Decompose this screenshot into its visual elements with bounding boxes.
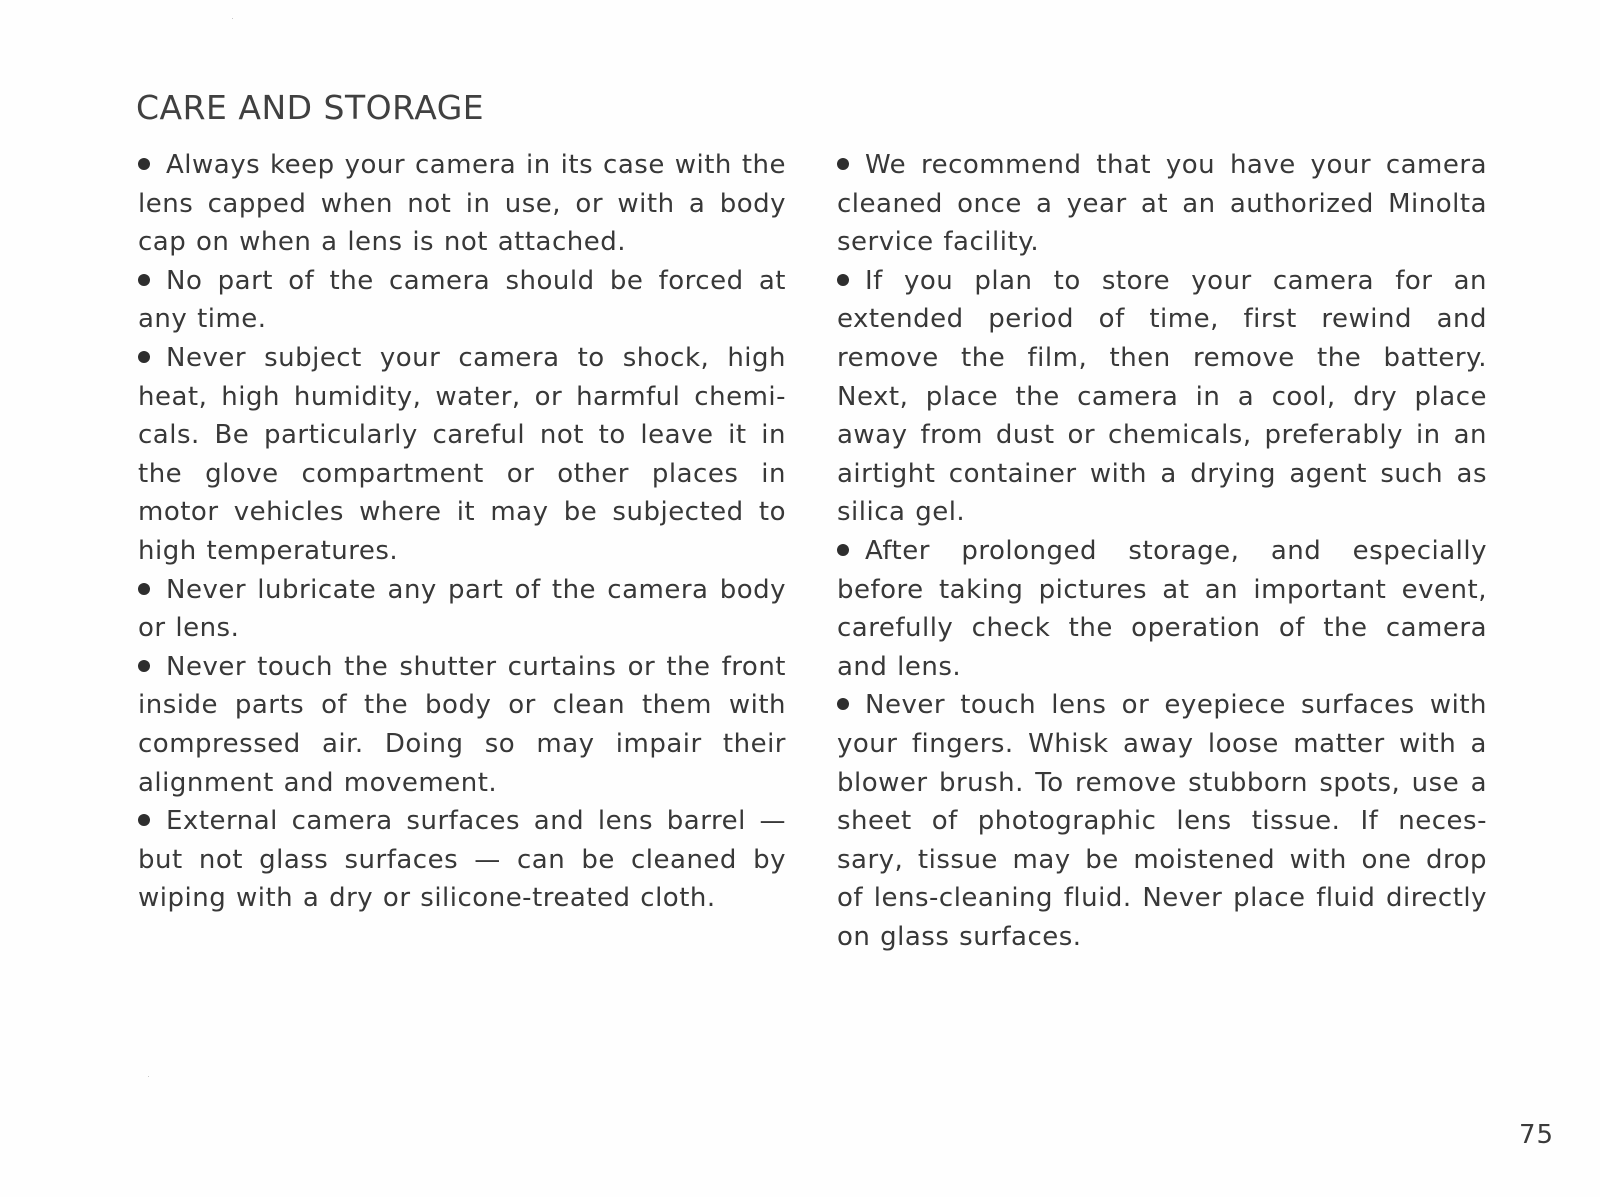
care-item xyxy=(138,146,786,262)
page-title: CARE AND STORAGE xyxy=(136,88,485,127)
care-item xyxy=(138,571,786,648)
bullet-icon xyxy=(138,583,150,595)
scan-speck xyxy=(232,18,233,19)
bullet-icon xyxy=(138,351,150,363)
right-column xyxy=(837,146,1487,956)
scan-speck xyxy=(148,1076,149,1077)
storage-item-text: We recommend that you have your camera cleaned once a year at an authorized Minolta service facility. xyxy=(837,150,1487,258)
bullet-icon xyxy=(837,544,849,556)
care-item-text: External camera surfaces and lens barrel — but not glass surfaces — can be cleaned by wiping with a dry or silicone-treated cloth. xyxy=(138,806,786,914)
storage-item-text: If you plan to store your camera for an extended period of time, first rewind and remove the film, then remove the battery. Next, place the camera in a cool, dry place away from dust or chemicals, preferably in an airtight container with a drying agent such as silica gel. xyxy=(837,265,1487,528)
care-item xyxy=(138,339,786,571)
care-item xyxy=(138,802,786,918)
care-item-text: Always keep your camera in its case with the lens capped when not in use, or with a body cap on when a lens is not attached. xyxy=(138,150,786,258)
care-item-text: No part of the camera should be forced at any time. xyxy=(138,265,786,335)
storage-item xyxy=(837,262,1487,532)
bullet-icon xyxy=(138,660,150,672)
bullet-icon xyxy=(138,274,150,286)
left-column xyxy=(138,146,786,918)
storage-item-text: After prolonged storage, and especially before taking pictures at an important event, carefully check the operation of the camera and lens. xyxy=(837,535,1487,682)
care-item-text: Never subject your camera to shock, high heat, high humidity, water, or harmful chemi-cals. Be particularly careful not to leave it in the glove compartment or other places in motor vehicles where it may be subjected to high temperatures. xyxy=(138,342,786,566)
page-number: 75 xyxy=(1519,1120,1555,1150)
storage-item xyxy=(837,532,1487,686)
bullet-icon xyxy=(138,158,150,170)
bullet-icon xyxy=(138,814,150,826)
storage-item xyxy=(837,146,1487,262)
storage-item xyxy=(837,686,1487,956)
care-item-text: Never touch the shutter curtains or the front inside parts of the body or clean them with compressed air. Doing so may impair their alignment and movement. xyxy=(138,651,786,798)
bullet-icon xyxy=(837,274,849,286)
care-item xyxy=(138,648,786,802)
care-item-text: Never lubricate any part of the camera body or lens. xyxy=(138,574,786,644)
care-item xyxy=(138,262,786,339)
bullet-icon xyxy=(837,158,849,170)
storage-item-text: Never touch lens or eyepiece surfaces with your fingers. Whisk away loose matter with a blower brush. To remove stubborn spots, use a sheet of photographic lens tissue. If neces-sary, tissue may be moistened with one drop of lens-cleaning fluid. Never place fluid directly on glass surfaces. xyxy=(837,690,1487,952)
bullet-icon xyxy=(837,698,849,710)
